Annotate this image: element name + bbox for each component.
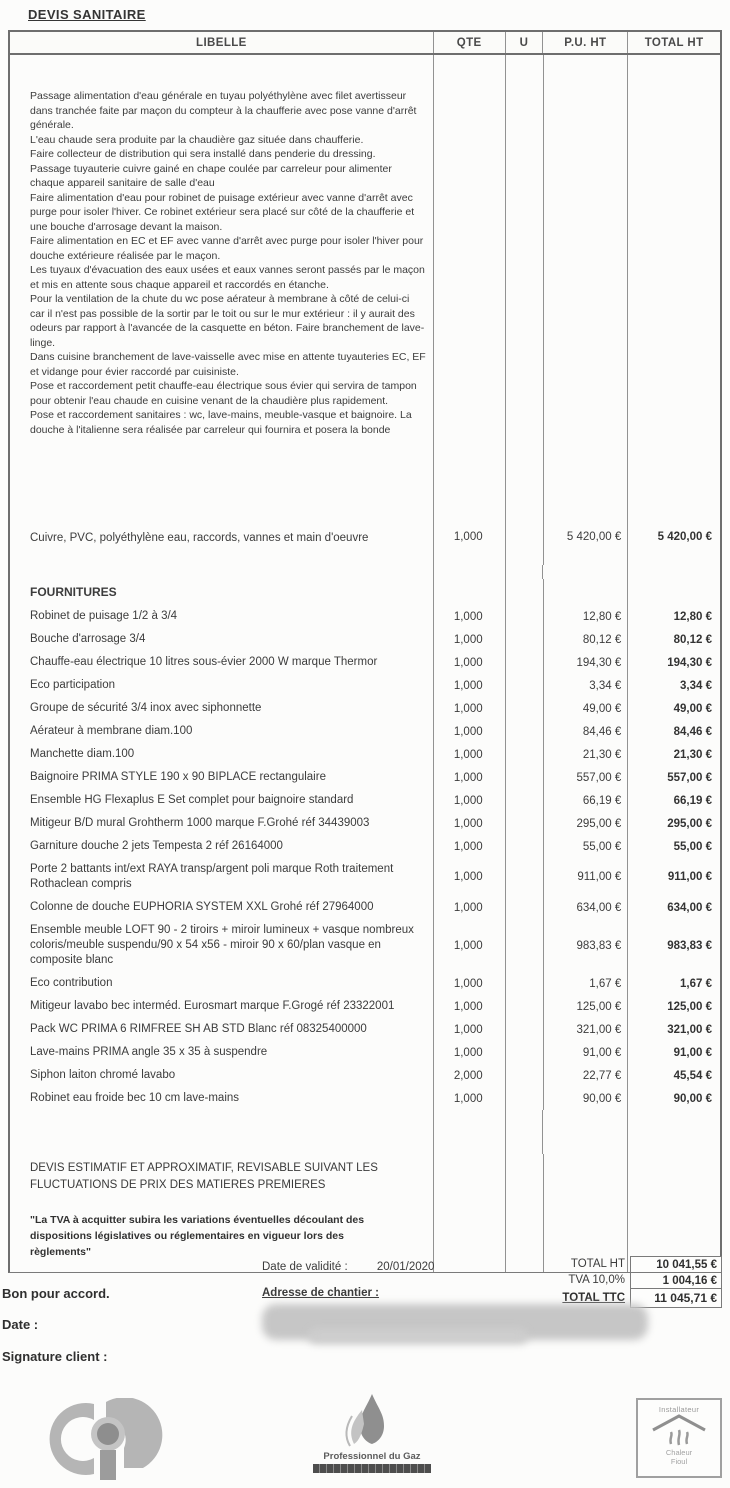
pu-cell: 295,00 € bbox=[544, 812, 629, 835]
signature-label: Signature client : bbox=[2, 1349, 108, 1364]
item-row bbox=[10, 1087, 720, 1110]
item-label: Robinet de puisage 1/2 à 3/4 bbox=[10, 605, 434, 628]
tva-row bbox=[562, 1272, 722, 1288]
qty-cell: 1,000 bbox=[434, 995, 506, 1018]
badge-top-label: Installateur bbox=[658, 1405, 700, 1414]
total-cell: 557,00 € bbox=[667, 771, 712, 784]
total-ht-label: TOTAL HT bbox=[570, 1258, 625, 1270]
pu-cell: 3,34 € bbox=[544, 674, 629, 697]
item-label: Ensemble HG Flexaplus E Set complet pour baignoire standard bbox=[10, 789, 434, 812]
qty-cell: 1,000 bbox=[434, 858, 506, 896]
unit-cell bbox=[506, 674, 544, 697]
qty-cell: 1,000 bbox=[434, 527, 506, 565]
abstract-plumbing-logo-icon bbox=[36, 1398, 186, 1484]
pu-cell: 1,67 € bbox=[544, 972, 629, 995]
unit-cell bbox=[506, 1064, 544, 1087]
item-row bbox=[10, 674, 720, 697]
item-label: Groupe de sécurité 3/4 inox avec siphonnette bbox=[10, 697, 434, 720]
pu-cell: 84,46 € bbox=[544, 720, 629, 743]
qty-cell: 1,000 bbox=[434, 1041, 506, 1064]
pu-cell: 634,00 € bbox=[544, 896, 629, 919]
notes-row bbox=[10, 1154, 720, 1272]
item-row bbox=[10, 605, 720, 628]
unit-cell bbox=[506, 527, 544, 565]
total-ht-value: 10 041,55 € bbox=[630, 1256, 722, 1273]
item-label: Aérateur à membrane diam.100 bbox=[10, 720, 434, 743]
qty-cell: 1,000 bbox=[434, 628, 506, 651]
total-cell: 125,00 € bbox=[667, 1000, 712, 1013]
total-cell: 80,12 € bbox=[673, 633, 712, 646]
gas-flame-icon bbox=[332, 1392, 412, 1448]
item-row bbox=[10, 919, 720, 972]
unit-cell bbox=[506, 766, 544, 789]
page-title: DEVIS SANITAIRE bbox=[28, 7, 146, 22]
pu-cell: 321,00 € bbox=[544, 1018, 629, 1041]
item-label: Siphon laiton chromé lavabo bbox=[10, 1064, 434, 1087]
qty-cell bbox=[434, 55, 506, 527]
item-row bbox=[10, 1041, 720, 1064]
item-row bbox=[10, 812, 720, 835]
total-cell: 90,00 € bbox=[673, 1092, 712, 1105]
qty-cell: 1,000 bbox=[434, 835, 506, 858]
total-cell: 91,00 € bbox=[673, 1046, 712, 1059]
item-label: Pack WC PRIMA 6 RIMFREE SH AB STD Blanc réf 08325400000 bbox=[10, 1018, 434, 1041]
qty-cell: 1,000 bbox=[434, 789, 506, 812]
pu-cell: 21,30 € bbox=[544, 743, 629, 766]
tva-note: "La TVA à acquitter subira les variations éventuelles découlant des dispositions législatives ou réglementaires en vigueur lors des règlements" bbox=[30, 1214, 365, 1258]
total-cell: 634,00 € bbox=[667, 901, 712, 914]
item-row bbox=[10, 1018, 720, 1041]
item-row bbox=[10, 1064, 720, 1087]
item-label: Eco contribution bbox=[10, 972, 434, 995]
unit-cell bbox=[506, 896, 544, 919]
roof-flames-icon bbox=[651, 1414, 707, 1448]
unit-cell bbox=[506, 812, 544, 835]
item-row bbox=[10, 743, 720, 766]
quote-table bbox=[8, 30, 722, 1273]
total-cell: 12,80 € bbox=[673, 610, 712, 623]
item-row bbox=[10, 835, 720, 858]
qty-cell: 1,000 bbox=[434, 896, 506, 919]
qty-cell: 1,000 bbox=[434, 1087, 506, 1110]
approval-label: Bon pour accord. bbox=[2, 1286, 110, 1301]
item-label: Bouche d'arrosage 3/4 bbox=[10, 628, 434, 651]
total-cell: 321,00 € bbox=[667, 1023, 712, 1036]
validity-date: 20/01/2020 bbox=[376, 1261, 435, 1273]
header-libelle: LIBELLE bbox=[10, 32, 434, 53]
unit-cell bbox=[506, 835, 544, 858]
site-address-label: Adresse de chantier : bbox=[262, 1287, 379, 1299]
total-cell: 21,30 € bbox=[673, 748, 712, 761]
pu-cell: 125,00 € bbox=[544, 995, 629, 1018]
item-label: Manchette diam.100 bbox=[10, 743, 434, 766]
item-row bbox=[10, 896, 720, 919]
item-row bbox=[10, 628, 720, 651]
qty-cell: 2,000 bbox=[434, 1064, 506, 1087]
badge-line1: Chaleur bbox=[665, 1448, 693, 1457]
pu-cell: 22,77 € bbox=[544, 1064, 629, 1087]
pu-cell: 80,12 € bbox=[544, 628, 629, 651]
badge-line2: Fioul bbox=[670, 1457, 688, 1466]
item-label: Porte 2 battants int/ext RAYA transp/argent poli marque Roth traitement Rothaclean compris bbox=[10, 858, 434, 896]
tva-value: 1 004,16 € bbox=[630, 1272, 722, 1289]
description-row bbox=[10, 55, 720, 527]
total-cell: 1,67 € bbox=[680, 977, 712, 990]
qty-cell: 1,000 bbox=[434, 651, 506, 674]
item-row bbox=[10, 972, 720, 995]
pu-cell: 49,00 € bbox=[544, 697, 629, 720]
item-label: Mitigeur B/D mural Grohtherm 1000 marque F.Grohé réf 34439003 bbox=[10, 812, 434, 835]
qty-cell: 1,000 bbox=[434, 674, 506, 697]
item-row bbox=[10, 789, 720, 812]
total-cell: 295,00 € bbox=[667, 817, 712, 830]
total-cell: 49,00 € bbox=[673, 702, 712, 715]
validity-line bbox=[262, 1261, 434, 1273]
total-ht-row bbox=[562, 1256, 722, 1272]
tva-label: TVA 10,0% bbox=[568, 1274, 625, 1286]
header-u: U bbox=[506, 32, 544, 53]
item-label: Cuivre, PVC, polyéthylène eau, raccords, vannes et main d'oeuvre bbox=[10, 527, 434, 565]
gas-logo-banner bbox=[313, 1464, 431, 1473]
item-row bbox=[10, 697, 720, 720]
total-cell: 983,83 € bbox=[667, 939, 712, 952]
total-cell: 45,54 € bbox=[673, 1069, 712, 1082]
spacer-row bbox=[10, 1110, 720, 1154]
date-label: Date : bbox=[2, 1317, 39, 1332]
totals-block bbox=[562, 1256, 722, 1307]
pu-cell: 911,00 € bbox=[544, 858, 629, 896]
item-label: Eco participation bbox=[10, 674, 434, 697]
unit-cell bbox=[506, 972, 544, 995]
unit-cell bbox=[506, 628, 544, 651]
qty-cell: 1,000 bbox=[434, 1018, 506, 1041]
professionnel-du-gaz-logo bbox=[284, 1392, 460, 1488]
footer bbox=[2, 1256, 722, 1396]
qty-cell: 1,000 bbox=[434, 812, 506, 835]
section-row bbox=[10, 579, 720, 605]
item-row bbox=[10, 995, 720, 1018]
total-cell: 84,46 € bbox=[673, 725, 712, 738]
unit-cell bbox=[506, 651, 544, 674]
unit-cell bbox=[506, 605, 544, 628]
works-row bbox=[10, 527, 720, 565]
validity-label: Date de validité : bbox=[262, 1261, 348, 1273]
item-label: Lave-mains PRIMA angle 35 x 35 à suspendre bbox=[10, 1041, 434, 1064]
unit-cell bbox=[506, 743, 544, 766]
pu-cell bbox=[544, 55, 629, 527]
qty-cell: 1,000 bbox=[434, 919, 506, 972]
item-label: Garniture douche 2 jets Tempesta 2 réf 26164000 bbox=[10, 835, 434, 858]
qty-cell: 1,000 bbox=[434, 605, 506, 628]
pu-cell: 90,00 € bbox=[544, 1087, 629, 1110]
unit-cell bbox=[506, 1087, 544, 1110]
total-cell: 66,19 € bbox=[673, 794, 712, 807]
redacted-address bbox=[308, 1328, 528, 1344]
item-label: Colonne de douche EUPHORIA SYSTEM XXL Grohé réf 27964000 bbox=[10, 896, 434, 919]
unit-cell bbox=[506, 995, 544, 1018]
unit-cell bbox=[506, 55, 544, 527]
qty-cell: 1,000 bbox=[434, 720, 506, 743]
item-label: Ensemble meuble LOFT 90 - 2 tiroirs + miroir lumineux + vasque nombreux coloris/meuble suspendu/90 x 54 x56 - miroir 90 x 60/plan vasque en composite blanc bbox=[10, 919, 434, 972]
item-row bbox=[10, 651, 720, 674]
qty-cell: 1,000 bbox=[434, 972, 506, 995]
header-total-ht: TOTAL HT bbox=[644, 36, 704, 49]
unit-cell bbox=[506, 919, 544, 972]
pu-cell: 55,00 € bbox=[544, 835, 629, 858]
unit-cell bbox=[506, 720, 544, 743]
header-pu-ht: P.U. HT bbox=[543, 32, 628, 53]
section-title: FOURNITURES bbox=[10, 579, 434, 605]
unit-cell bbox=[506, 1018, 544, 1041]
unit-cell bbox=[506, 1041, 544, 1064]
item-label: Baignoire PRIMA STYLE 190 x 90 BIPLACE rectangulaire bbox=[10, 766, 434, 789]
pu-cell: 66,19 € bbox=[544, 789, 629, 812]
total-cell bbox=[628, 55, 720, 527]
installer-association-logo bbox=[36, 1398, 186, 1484]
estimate-note: DEVIS ESTIMATIF ET APPROXIMATIF, REVISABLE SUIVANT LES FLUCTUATIONS DE PRIX DES MATIERES PREMIERES bbox=[30, 1162, 378, 1191]
pu-cell: 983,83 € bbox=[544, 919, 629, 972]
pu-cell: 12,80 € bbox=[544, 605, 629, 628]
total-cell: 5 420,00 € bbox=[657, 531, 712, 543]
item-row bbox=[10, 720, 720, 743]
item-row bbox=[10, 766, 720, 789]
qty-cell: 1,000 bbox=[434, 697, 506, 720]
gas-logo-label: Professionnel du Gaz bbox=[323, 1451, 421, 1462]
works-description: Passage alimentation d'eau générale en tuyau polyéthylène avec filet avertisseur dans tranchée faite par maçon du compteur à la chaufferie avec pose vanne d'arrêt générale. L'eau chaude sera produite par la chaudière gaz située dans chaufferie. Faire collecteur de distribution qui sera installé dans penderie du dressing. Passage tuyauterie cuivre gainé en chape coulée par carreleur pour alimenter chaque appareil sanitaire de salle d'eau Faire alimentation d'eau pour robinet de puisage extérieur avec vanne d'arrêt avec purge pour isoler l'hiver. Ce robinet extérieur sera placé sur côté de la chaufferie et une bouche d'arrosage devant la maison. Faire alimentation en EC et EF avec vanne d'arrêt avec purge pour isoler l'hiver pour douche extérieure réalisée par le maçon. Les tuyaux d'évacuation des eaux usées et eaux vannes seront passés par le maçon et mis en attente sous chaque appareil et raccordés en étanche. Pour la ventilation de la chute du wc pose aérateur à membrane à côté de celui-ci car il n'est pas possible de la sortir par le toit ou sur le mur extérieur : il y aurait des odeurs par rapport à l'avancée de la casquette en béton. Faire branchement de lave-linge. Dans cuisine branchement de lave-vaisselle avec mise en attente tuyauteries EC, EF et vidange pour évier raccordé par cuisiniste. Pose et raccordement petit chauffe-eau électrique sous évier qui servira de tampon pour obtenir l'eau chaude en cuisine venant de la chaudière plus rapidement. Pose et raccordement sanitaires : wc, lave-mains, meuble-vasque et baignoire. La douche à l'italienne sera réalisée par carreleur qui fournira et posera la bonde bbox=[10, 55, 434, 527]
chaleur-fioul-badge bbox=[636, 1398, 722, 1478]
pu-cell: 194,30 € bbox=[544, 651, 629, 674]
table-header-row bbox=[10, 32, 720, 55]
item-label: Mitigeur lavabo bec interméd. Eurosmart marque F.Grogé réf 23322001 bbox=[10, 995, 434, 1018]
qty-cell: 1,000 bbox=[434, 766, 506, 789]
unit-cell bbox=[506, 858, 544, 896]
total-cell: 3,34 € bbox=[680, 679, 712, 692]
spacer-row bbox=[10, 565, 720, 579]
total-ttc-value: 11 045,71 € bbox=[630, 1288, 722, 1308]
header-qte: QTE bbox=[434, 32, 506, 53]
unit-cell bbox=[506, 789, 544, 812]
item-label: Chauffe-eau électrique 10 litres sous-évier 2000 W marque Thermor bbox=[10, 651, 434, 674]
total-ttc-label: TOTAL TTC bbox=[562, 1291, 625, 1304]
pu-cell: 91,00 € bbox=[544, 1041, 629, 1064]
item-row bbox=[10, 858, 720, 896]
item-label: Robinet eau froide bec 10 cm lave-mains bbox=[10, 1087, 434, 1110]
total-cell: 911,00 € bbox=[667, 871, 712, 883]
qty-cell: 1,000 bbox=[434, 743, 506, 766]
pu-cell: 5 420,00 € bbox=[544, 527, 629, 565]
unit-cell bbox=[506, 697, 544, 720]
total-cell: 55,00 € bbox=[673, 840, 712, 853]
total-cell: 194,30 € bbox=[667, 656, 712, 669]
pu-cell: 557,00 € bbox=[544, 766, 629, 789]
